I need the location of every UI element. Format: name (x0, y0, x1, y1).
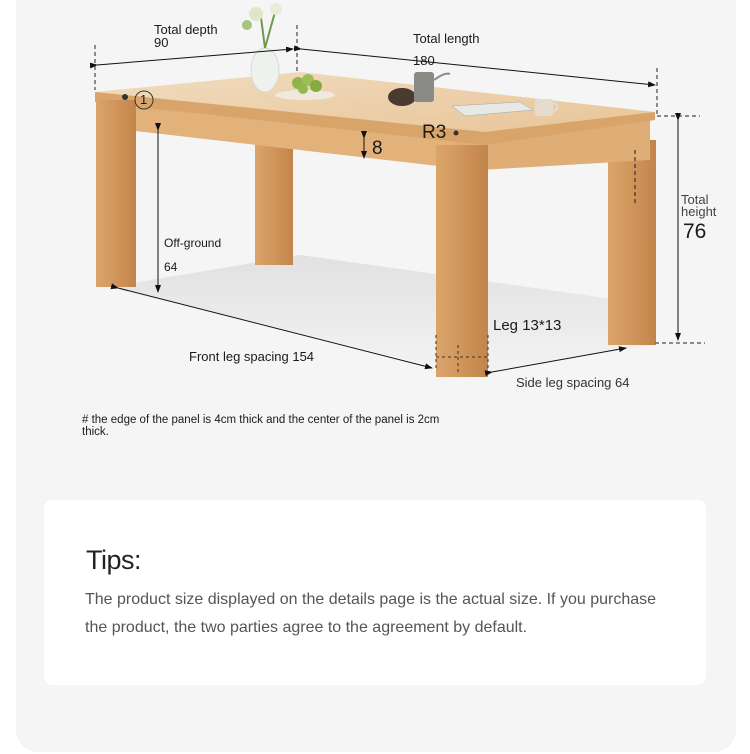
total-depth-label: Total depth (154, 22, 218, 37)
radius-dot (454, 131, 459, 136)
total-depth-value: 90 (154, 35, 169, 50)
total-length-value: 180 (413, 53, 435, 68)
back-left-leg (255, 140, 293, 265)
leg-size-label: Leg 13*13 (493, 317, 562, 334)
tips-title: Tips: (86, 545, 142, 575)
front-left-leg (96, 100, 136, 287)
off-ground-label: Off-ground (164, 236, 222, 250)
corner-marker-label: 1 (140, 92, 148, 107)
tips-card (44, 500, 706, 685)
corner-dot (122, 94, 128, 100)
front-right-leg (436, 145, 488, 377)
total-height-value: 76 (683, 220, 707, 243)
total-length-label: Total length (413, 31, 480, 46)
total-height-label-1: Total (681, 192, 709, 207)
off-ground-value: 64 (164, 260, 178, 274)
panel-thickness-note: # the edge of the panel is 4cm thick and the center of the panel is 2cm thick. (82, 414, 440, 438)
apron-height-label: 8 (372, 138, 383, 159)
tips-body: The product size displayed on the details page is the actual size. If you purchase the product, the two parties agree to the agreement by default. (85, 591, 657, 636)
side-leg-spacing-label: Side leg spacing 64 (516, 375, 630, 390)
back-right-leg (608, 140, 656, 345)
radius-label: R3 (422, 122, 447, 143)
total-height-label-2: height (681, 204, 717, 219)
front-leg-spacing-label: Front leg spacing 154 (189, 349, 315, 364)
